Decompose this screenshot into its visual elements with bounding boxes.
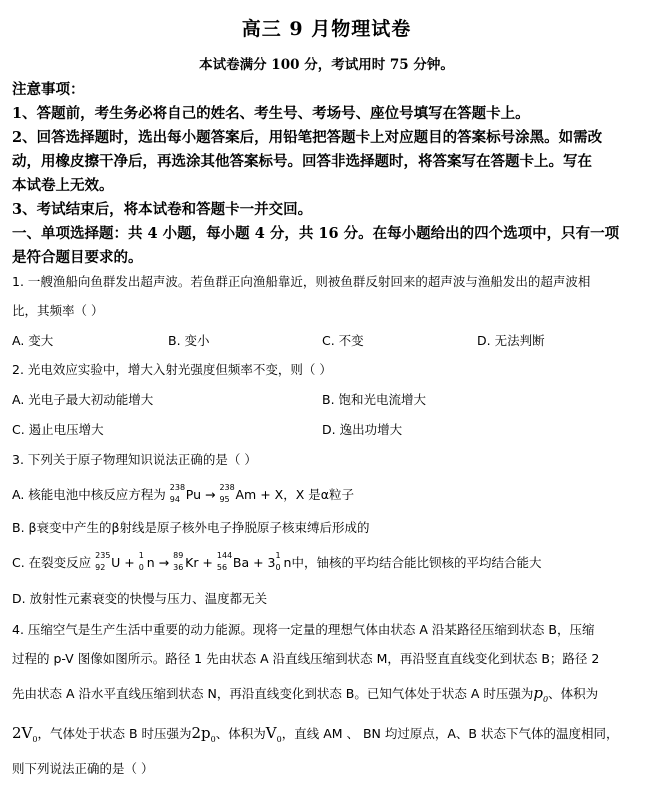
p0-symbol: $p_0$ bbox=[533, 684, 549, 704]
q2-stem: 2. 光电效应实验中，增大入射光强度但频率不变，则（ ） bbox=[12, 362, 332, 377]
q4-stem-line-4: $2V_0$，气体处于状态 B 时压强为$2p_0$、体积为$V_0$，直线 AM 、 BN 均过原点，A、B 状态下气体的温度相同， bbox=[12, 724, 619, 744]
notice-heading: 注意事项： bbox=[12, 81, 85, 98]
q4-stem-line-5: 则下列说法正确的是（ ） bbox=[12, 761, 154, 776]
q2-option-c: C. 遏止电压增大 bbox=[12, 422, 104, 437]
notice-item-2-line-3: 本试卷上无效。 bbox=[12, 177, 114, 194]
q4-stem-line-3: 先由状态 A 沿水平直线压缩到状态 N，再沿直线变化到状态 B。已知气体处于状态 A 时压强为$p_0$、体积为 bbox=[12, 684, 599, 704]
q3-option-c: C. 在裂变反应 235 92 U + 1 0 n → 89 36 Kr + 144 56 Ba + 3 1 0 n中，铀核的平均结合能比钡核的平均结合能大 bbox=[12, 550, 542, 572]
2p0-symbol: $2p_0$ bbox=[191, 724, 216, 744]
exam-subtitle: 本试卷满分 100 分，考试用时 75 分钟。 bbox=[199, 57, 454, 73]
q1-stem-line-2: 比，其频率（ ） bbox=[12, 303, 104, 318]
q2-option-b: B. 饱和光电流增大 bbox=[322, 392, 427, 407]
q1-option-a: A. 变大 bbox=[12, 333, 54, 348]
q4-stem-line-1: 4. 压缩空气是生产生活中重要的动力能源。现将一定量的理想气体由状态 A 沿某路径压缩到状态 B，压缩 bbox=[12, 622, 595, 637]
notice-item-1: 1、答题前，考生务必将自己的姓名、考生号、考场号、座位号填写在答题卡上。 bbox=[12, 105, 530, 122]
q3-stem: 3. 下列关于原子物理知识说法正确的是（ ） bbox=[12, 452, 257, 467]
q4-stem-line-2: 过程的 p-V 图像如图所示。路径 1 先由状态 A 沿直线压缩到状态 M，再沿竖直直线变化到状态 B；路径 2 bbox=[12, 651, 600, 666]
q1-stem-line-1: 1. 一艘渔船向鱼群发出超声波。若鱼群正向渔船靠近，则被鱼群反射回来的超声波与渔船发出的超声波相 bbox=[12, 274, 591, 289]
am-nuclide: 238 95 bbox=[219, 482, 235, 504]
page-title: 高三 9 月物理试卷 bbox=[241, 18, 412, 40]
notice-item-2-line-1: 2、回答选择题时，选出每小题答案后，用铅笔把答题卡上对应题目的答案标号涂黑。如需改 bbox=[12, 129, 603, 146]
notice-item-2-line-2: 动，用橡皮擦干净后，再选涂其他答案标号。回答非选择题时，将答案写在答题卡上。写在 bbox=[12, 153, 592, 170]
neutron-nuclide-2: 1 0 bbox=[275, 550, 281, 572]
section-heading-line-1: 一、单项选择题：共 4 小题，每小题 4 分，共 16 分。在每小题给出的四个选项中，只有一项 bbox=[12, 225, 620, 242]
section-heading-line-2: 是符合题目要求的。 bbox=[12, 249, 143, 266]
notice-item-3: 3、考试结束后，将本试卷和答题卡一并交回。 bbox=[12, 201, 313, 218]
u-nuclide: 235 92 bbox=[95, 550, 111, 572]
q1-option-d: D. 无法判断 bbox=[477, 333, 545, 348]
pu-nuclide: 238 94 bbox=[169, 482, 186, 504]
neutron-nuclide: 1 0 bbox=[138, 550, 144, 572]
q2-option-d: D. 逸出功增大 bbox=[322, 422, 403, 437]
q1-option-c: C. 不变 bbox=[322, 333, 364, 348]
reaction-arrow: → bbox=[205, 487, 216, 502]
q3-a-tail: + X，X 是α粒子 bbox=[260, 487, 354, 502]
ba-nuclide: 144 56 bbox=[216, 550, 233, 572]
q3-option-b: B. β衰变中产生的β射线是原子核外电子挣脱原子核束缚后形成的 bbox=[12, 520, 370, 535]
q1-option-b: B. 变小 bbox=[168, 333, 210, 348]
q3-option-d: D. 放射性元素衰变的快慢与压力、温度都无关 bbox=[12, 591, 268, 606]
q3-option-a: A. 核能电池中核反应方程为 238 94 Pu → 238 95 Am + X，X 是α粒子 bbox=[12, 482, 354, 504]
q3-a-prefix: A. 核能电池中核反应方程为 bbox=[12, 487, 166, 502]
v0-symbol: $V_0$ bbox=[265, 724, 282, 744]
kr-nuclide: 89 36 bbox=[173, 550, 184, 572]
q2-option-a: A. 光电子最大初动能增大 bbox=[12, 392, 154, 407]
2v0-symbol: $2V_0$ bbox=[12, 724, 38, 744]
